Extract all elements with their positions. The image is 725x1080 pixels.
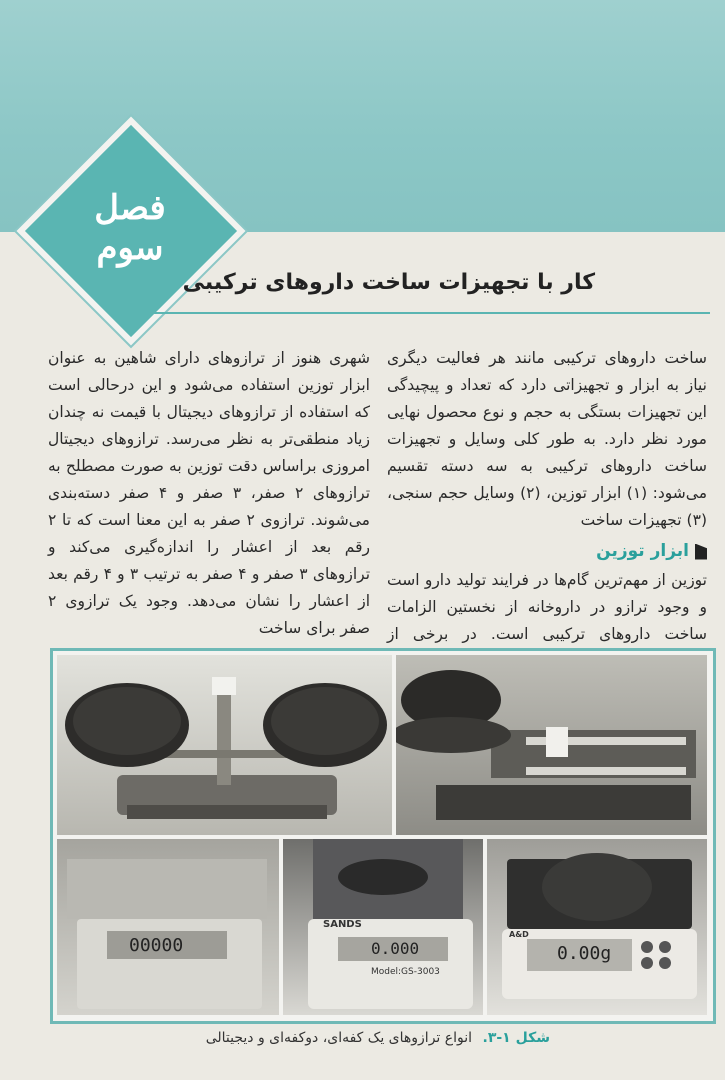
digital-balance-icon (57, 839, 279, 1015)
section-heading-text: ابزار توزین (596, 541, 689, 561)
brand-label-and: A&D (509, 930, 529, 939)
figure-caption (206, 1030, 550, 1046)
photo-double-pan-balance (57, 655, 392, 835)
chapter-badge-label (60, 188, 200, 268)
right-paragraph-1: ساخت داروهای ترکیبی مانند هر فعالیت دیگری نیاز به ابزار و تجهیزاتی دارد که تعداد و پیچیدگی این تجهیزات بستگی به حجم و نوع محصول نهایی مورد نظر دارد. به طور کلی وسایل و تجهیزات ساخت داروهای ترکیبی به سه دسته تقسیم می‌شود: (۱) ابزار توزین، (۲) وسایل حجم سنجی، (۳) تجهیزات ساخت (387, 349, 707, 529)
right-column (387, 345, 707, 675)
model-label: Model:GS-3003 (371, 967, 440, 977)
title-divider (150, 312, 710, 314)
photo-digital-balance-2 (283, 839, 483, 1015)
beam-balance-icon (396, 655, 707, 835)
photo-beam-balance (396, 655, 707, 835)
sands-balance-icon (283, 839, 483, 1015)
double-pan-balance-icon (57, 655, 392, 835)
figure-caption-text: انواع ترازوهای یک کفه‌ای، دوکفه‌ای و دیجیتالی (205, 1030, 473, 1046)
chapter-badge-line2: سوم (96, 228, 164, 268)
figure-caption-label: شکل ۱-۳. (482, 1030, 550, 1046)
chapter-title: کار با تجهیزات ساخت داروهای ترکیبی (182, 270, 595, 295)
chapter-badge-line1: فصل (94, 188, 166, 228)
photo-digital-balance-3 (487, 839, 707, 1015)
brand-label-sands: SANDS (323, 919, 362, 930)
right-paragraph-2: توزین از مهم‌ترین گام‌ها در فرایند تولید دارو است و وجود ترازو در داروخانه از نخستین الزامات ساخت داروهای ترکیبی است. در برخی از (387, 571, 707, 643)
figure-frame (50, 648, 716, 1024)
photo-digital-balance-1 (57, 839, 279, 1015)
display-readout-1: 00000 (129, 935, 184, 956)
compact-balance-icon (487, 839, 707, 1015)
display-readout-2: 0.000 (371, 939, 420, 958)
flag-icon (695, 544, 707, 560)
section-heading (387, 538, 707, 565)
left-paragraph-1: شهری هنوز از ترازوهای دارای شاهین به عنوان ابزار توزین استفاده می‌شود و این درحالی است که استفاده از ترازوهای دیجیتال با قیمت نه چندان زیاد منطقی‌تر به نظر می‌رسد. ترازوهای دیجیتال امروزی براساس دقت توزین به صورت مصطلح به ترازوهای ۲ صفر، ۳ صفر و ۴ صفر دسته‌بندی می‌شوند. ترازوی ۲ صفر به این معنا است که تا ۲ رقم بعد از اعشار را اندازه‌گیری می‌کند و ترازوهای ۳ صفر و ۴ صفر به ترتیب ۳ و ۴ رقم بعد از اعشار را نشان می‌دهد. وجود یک ترازوی ۲ صفر برای ساخت (48, 349, 371, 637)
left-column (48, 345, 370, 642)
display-readout-3: 0.00g (557, 943, 612, 964)
